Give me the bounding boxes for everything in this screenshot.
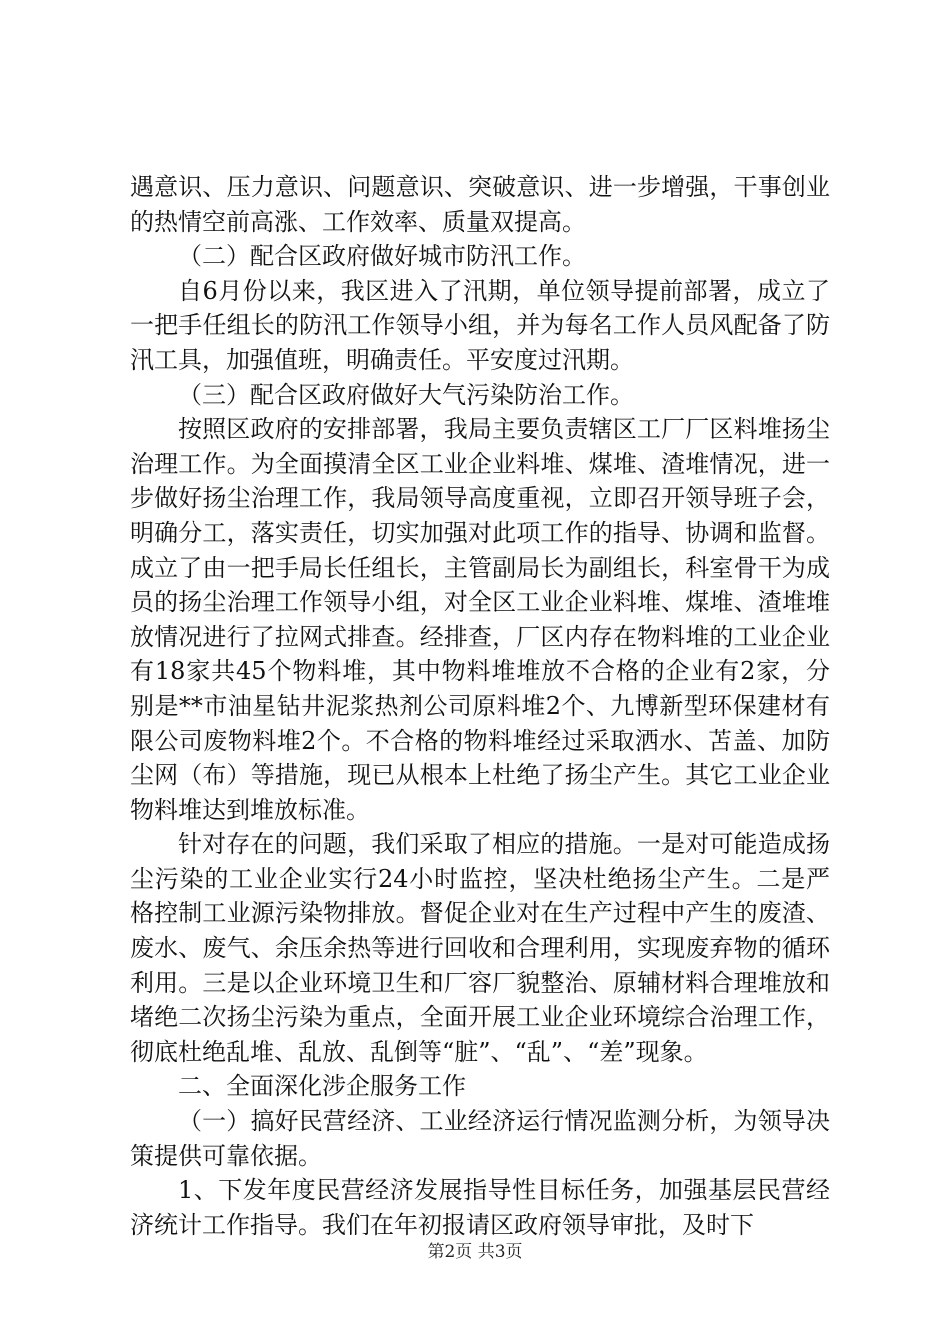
- paragraph-measures: 针对存在的问题，我们采取了相应的措施。一是对可能造成扬尘污染的工业企业实行24小时监控，坚决杜绝扬尘产生。二是严格控制工业源污染物排放。督促企业对在生产过程中产生的废渣、废水、废气、余压余热等进行回收和合理利用，实现废弃物的循环利用。三是以企业环境卫生和厂容厂貌整治、原辅材料合理堆放和堵绝二次扬尘污染为重点，全面开展工业企业环境综合治理工作，彻底杜绝乱堆、乱放、乱倒等“脏”、“乱”、“差”现象。: [130, 830, 830, 1066]
- paragraph-private-economy: 1、下发年度民营经济发展指导性目标任务，加强基层民营经济统计工作指导。我们在年初报请区政府领导审批，及时下: [130, 1176, 830, 1239]
- page-number: 第2页: [427, 1242, 473, 1262]
- paragraph-dust-control: 按照区政府的安排部署，我局主要负责辖区工厂厂区料堆扬尘治理工作。为全面摸清全区工业企业料堆、煤堆、渣堆情况，进一步做好扬尘治理工作，我局领导高度重视，立即召开领导班子会，明确分工，落实责任，切实加强对此项工作的指导、协调和监督。成立了由一把手局长任组长，主管副局长为副组长，科室骨干为成员的扬尘治理工作领导小组，对全区工业企业料堆、煤堆、渣堆堆放情况进行了拉网式排查。经排查，厂区内存在物料堆的工业企业有18家共45个物料堆，其中物料堆堆放不合格的企业有2家，分别是**市油星钻井泥浆热剂公司原料堆2个、九博新型环保建材有限公司废物料堆2个。不合格的物料堆经过采取洒水、苫盖、加防尘网（布）等措施，现已从根本上杜绝了扬尘产生。其它工业企业物料堆达到堆放标准。: [130, 415, 830, 824]
- page-footer: [0, 1240, 950, 1264]
- total-pages: 共3页: [477, 1242, 523, 1262]
- paragraph-flood: 自6月份以来，我区进入了汛期，单位领导提前部署，成立了一把手任组长的防汛工作领导小组，并为每名工作人员风配备了防汛工具，加强值班，明确责任。平安度过汛期。: [130, 276, 830, 374]
- section-heading-2-1: （一）搞好民营经济、工业经济运行情况监测分析，为领导决策提供可靠依据。: [130, 1107, 830, 1170]
- paragraph-1: 遇意识、压力意识、问题意识、突破意识、进一步增强，干事创业的热情空前高涨、工作效率、质量双提高。: [130, 173, 830, 236]
- chapter-heading-2: 二、全面深化涉企服务工作: [178, 1072, 466, 1101]
- document-body: [130, 170, 830, 1242]
- section-heading-2: （二）配合区政府做好城市防汛工作。: [178, 242, 586, 271]
- section-heading-3: （三）配合区政府做好大气污染防治工作。: [178, 380, 634, 409]
